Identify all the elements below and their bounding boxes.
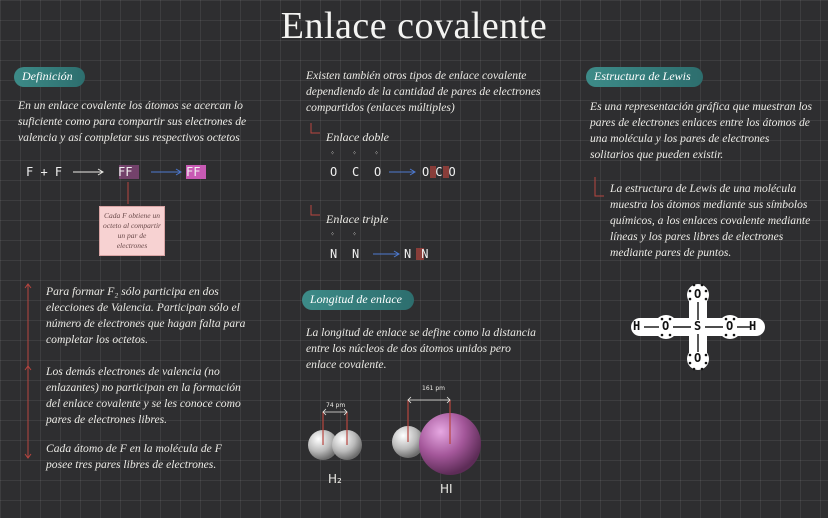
lewis-bullet: La estructura de Lewis de una molécula muestra los átomos mediante sus símbolos químicos, a los enlaces covalente mediante líneas y los pares libres de electrones mediante pares de puntos. bbox=[610, 182, 811, 259]
lewis-atom-h: H bbox=[749, 319, 757, 333]
atom-n: N bbox=[352, 247, 360, 261]
lewis-atom-o: O bbox=[662, 319, 670, 333]
arrow-icon bbox=[72, 166, 106, 178]
enlace-doble-label: Enlace doble bbox=[326, 130, 389, 144]
hook-arrow-icon bbox=[308, 122, 322, 138]
bullet-2: Los demás electrones de valencia (no enlazantes) no participan en la formación del enlace covalente y se les conoce como pares de electrones libres. bbox=[46, 365, 241, 426]
definicion-heading: Definición bbox=[14, 67, 85, 87]
dot-pair-icon: ⁘ bbox=[330, 231, 336, 238]
definicion-text: En un enlace covalente los átomos se acercan lo suficiente como para compartir sus electrones de valencia y así completar sus respectivos octetos bbox=[18, 99, 247, 144]
arrow-blue-icon bbox=[388, 166, 418, 178]
lewis-atom-o-top: O bbox=[694, 287, 702, 301]
arrow-blue-icon bbox=[150, 166, 184, 178]
bullet-3: Cada átomo de F en la molécula de F posee tres pares libres de electrones. bbox=[46, 442, 222, 471]
bullet-1: Para formar F₂ sólo participa en dos elecciones de Valencia. Participan sólo el número de electrones que hagan falta para completar los octetos. bbox=[46, 285, 246, 346]
equation-left: F + F bbox=[26, 165, 63, 179]
arrow-blue-icon bbox=[372, 248, 402, 260]
bullet-timeline bbox=[22, 282, 34, 462]
tipos-text: Existen también otros tipos de enlace covalente dependiendo de la cantidad de pares de electrones compartidos (enlaces múltiples) bbox=[306, 69, 541, 114]
dot-pair-icon: ⁘ bbox=[374, 150, 380, 157]
dot-pair-icon: ⁘ bbox=[352, 231, 358, 238]
lewis-text: Es una representación gráfica que muestran los pares de electrones enlaces entre los átomos de una molécula y los pares de electrones solitarios que pueden existir. bbox=[590, 100, 812, 161]
atom-o: O bbox=[330, 165, 338, 179]
hook-arrow-icon bbox=[592, 176, 606, 202]
longitud-text: La longitud de enlace se define como la distancia entre los núcleos de dos átomos unidos pero enlace covalente. bbox=[306, 326, 536, 371]
lewis-atom-o-bottom: O bbox=[694, 351, 702, 365]
page-title: Enlace covalente bbox=[280, 5, 548, 47]
equation-bonded: FF bbox=[186, 165, 201, 179]
dot-pair-icon: ⁘ bbox=[330, 150, 336, 157]
hook-arrow-icon bbox=[308, 204, 322, 220]
hi-label: HI bbox=[440, 482, 453, 496]
connector-line bbox=[122, 182, 134, 206]
note-box: Cada F obtiene un octeto al compartir un par de electrones bbox=[99, 206, 165, 256]
hi-dimension: 161 pm bbox=[422, 385, 446, 392]
lewis-atom-o: O bbox=[726, 319, 734, 333]
h2-dimension: 74 pm bbox=[326, 402, 346, 409]
equation-right: FF bbox=[118, 165, 133, 179]
atom-n: N bbox=[330, 247, 338, 261]
longitud-heading: Longitud de enlace bbox=[302, 290, 414, 310]
lewis-atom-h: H bbox=[633, 319, 641, 333]
atom-c: C bbox=[352, 165, 360, 179]
lewis-heading: Estructura de Lewis bbox=[586, 67, 703, 87]
dot-pair-icon: ⁘ bbox=[352, 150, 358, 157]
molecule-oco: OCO bbox=[422, 165, 462, 179]
enlace-triple-label: Enlace triple bbox=[326, 212, 389, 226]
h2-label: H₂ bbox=[328, 472, 342, 486]
lewis-atom-s: S bbox=[694, 319, 702, 333]
atom-o: O bbox=[374, 165, 382, 179]
molecule-nn: NN bbox=[404, 247, 439, 261]
